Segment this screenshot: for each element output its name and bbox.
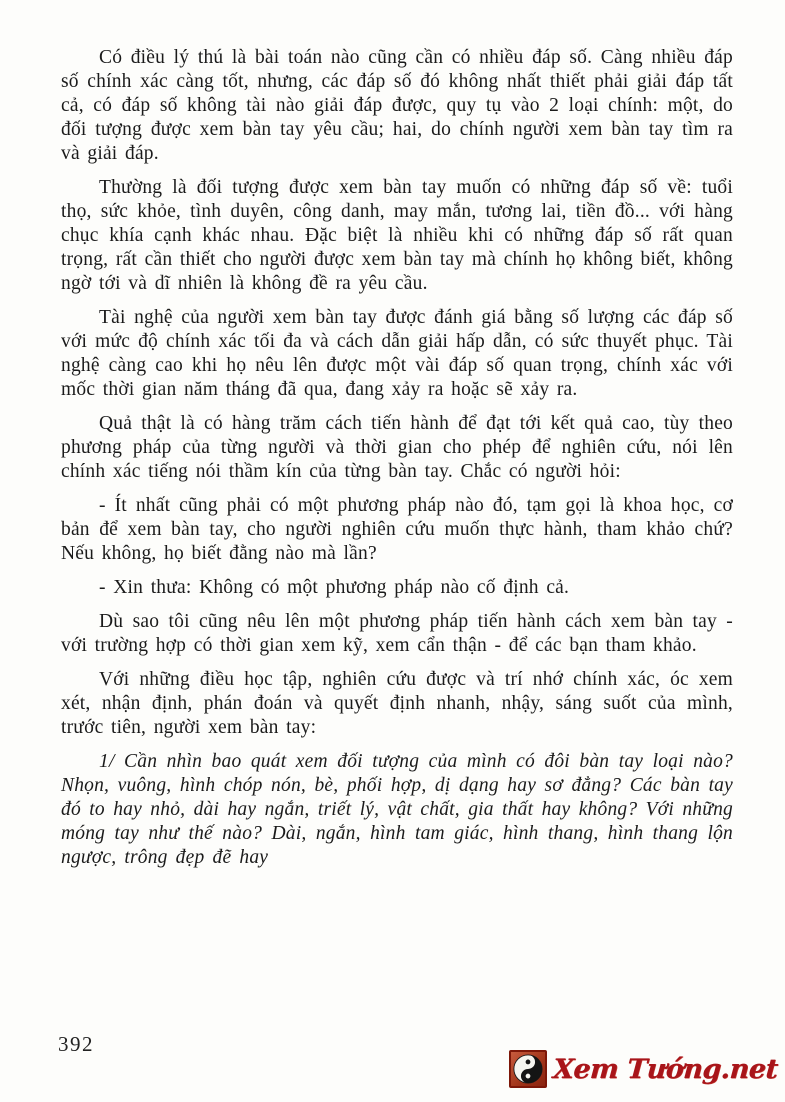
watermark-logo: [509, 1050, 778, 1088]
paragraph-dialogue: - Ít nhất cũng phải có một phương pháp nào đó, tạm gọi là khoa học, cơ bản để xem bàn tay, cho người nghiên cứu muốn thực hành, tham khảo chứ? Nếu không, họ biết đằng nào mà lần?: [61, 495, 733, 564]
paragraph: Dù sao tôi cũng nêu lên một phương pháp tiến hành cách xem bàn tay - với trường hợp có thời gian xem kỹ, xem cẩn thận - để các bạn tham khảo.: [61, 611, 733, 656]
paragraph-numbered-item: 1/ Cần nhìn bao quát xem đối tượng của mình có đôi bàn tay loại nào? Nhọn, vuông, hình chóp nón, bè, phối hợp, dị dạng hay sơ đẳng? Các bàn tay đó to hay nhỏ, dài hay ngắn, triết lý, vật chất, gia thất hay không? Với những móng tay như thế nào? Dài, ngắn, hình tam giác, hình thang, hình thang lộn ngược, trông đẹp đẽ hay: [61, 751, 733, 868]
paragraph-dialogue: - Xin thưa: Không có một phương pháp nào cố định cả.: [99, 577, 570, 598]
paragraph: Với những điều học tập, nghiên cứu được và trí nhớ chính xác, óc xem xét, nhận định, phán đoán và quyết định nhanh, nhậy, sáng suốt của mình, trước tiên, người xem bàn tay:: [61, 669, 733, 738]
watermark-site-name: Xem Tướng.net: [552, 1053, 780, 1085]
paragraph: Tài nghệ của người xem bàn tay được đánh giá bằng số lượng các đáp số với mức độ chính xác tối đa và cách dẫn giải hấp dẫn, có sức thuyết phục. Tài nghệ càng cao khi họ nêu lên được một vài đáp số quan trọng, chính xác với mốc thời gian năm tháng đã qua, đang xảy ra hoặc sẽ xảy ra.: [61, 307, 733, 400]
paragraph: Thường là đối tượng được xem bàn tay muốn có những đáp số về: tuổi thọ, sức khỏe, tình duyên, công danh, may mắn, tương lai, tiền đồ... với hàng chục khía cạnh khác nhau. Đặc biệt là nhiều khi có những đáp số rất quan trọng, rất cần thiết cho người được xem bàn tay mà chính họ không biết, không ngờ tới và dĩ nhiên là không đề ra yêu cầu.: [61, 177, 733, 294]
paragraph: Có điều lý thú là bài toán nào cũng cần có nhiều đáp số. Càng nhiều đáp số chính xác càng tốt, nhưng, các đáp số đó không nhất thiết phải giải đáp tất cả, có đáp số không tài nào giải đáp được, quy tụ vào 2 loại chính: một, do đối tượng được xem bàn tay yêu cầu; hai, do chính người xem bàn tay tìm ra và giải đáp.: [61, 47, 733, 164]
page-number: 392: [58, 1032, 94, 1056]
paragraph: Quả thật là có hàng trăm cách tiến hành để đạt tới kết quả cao, tùy theo phương pháp của từng người và thời gian cho phép để nghiên cứu, nói lên chính xác tiếng nói thầm kín của từng bàn tay. Chắc có người hỏi:: [61, 413, 733, 482]
body-text: [61, 46, 733, 880]
yin-yang-icon: [509, 1050, 547, 1088]
